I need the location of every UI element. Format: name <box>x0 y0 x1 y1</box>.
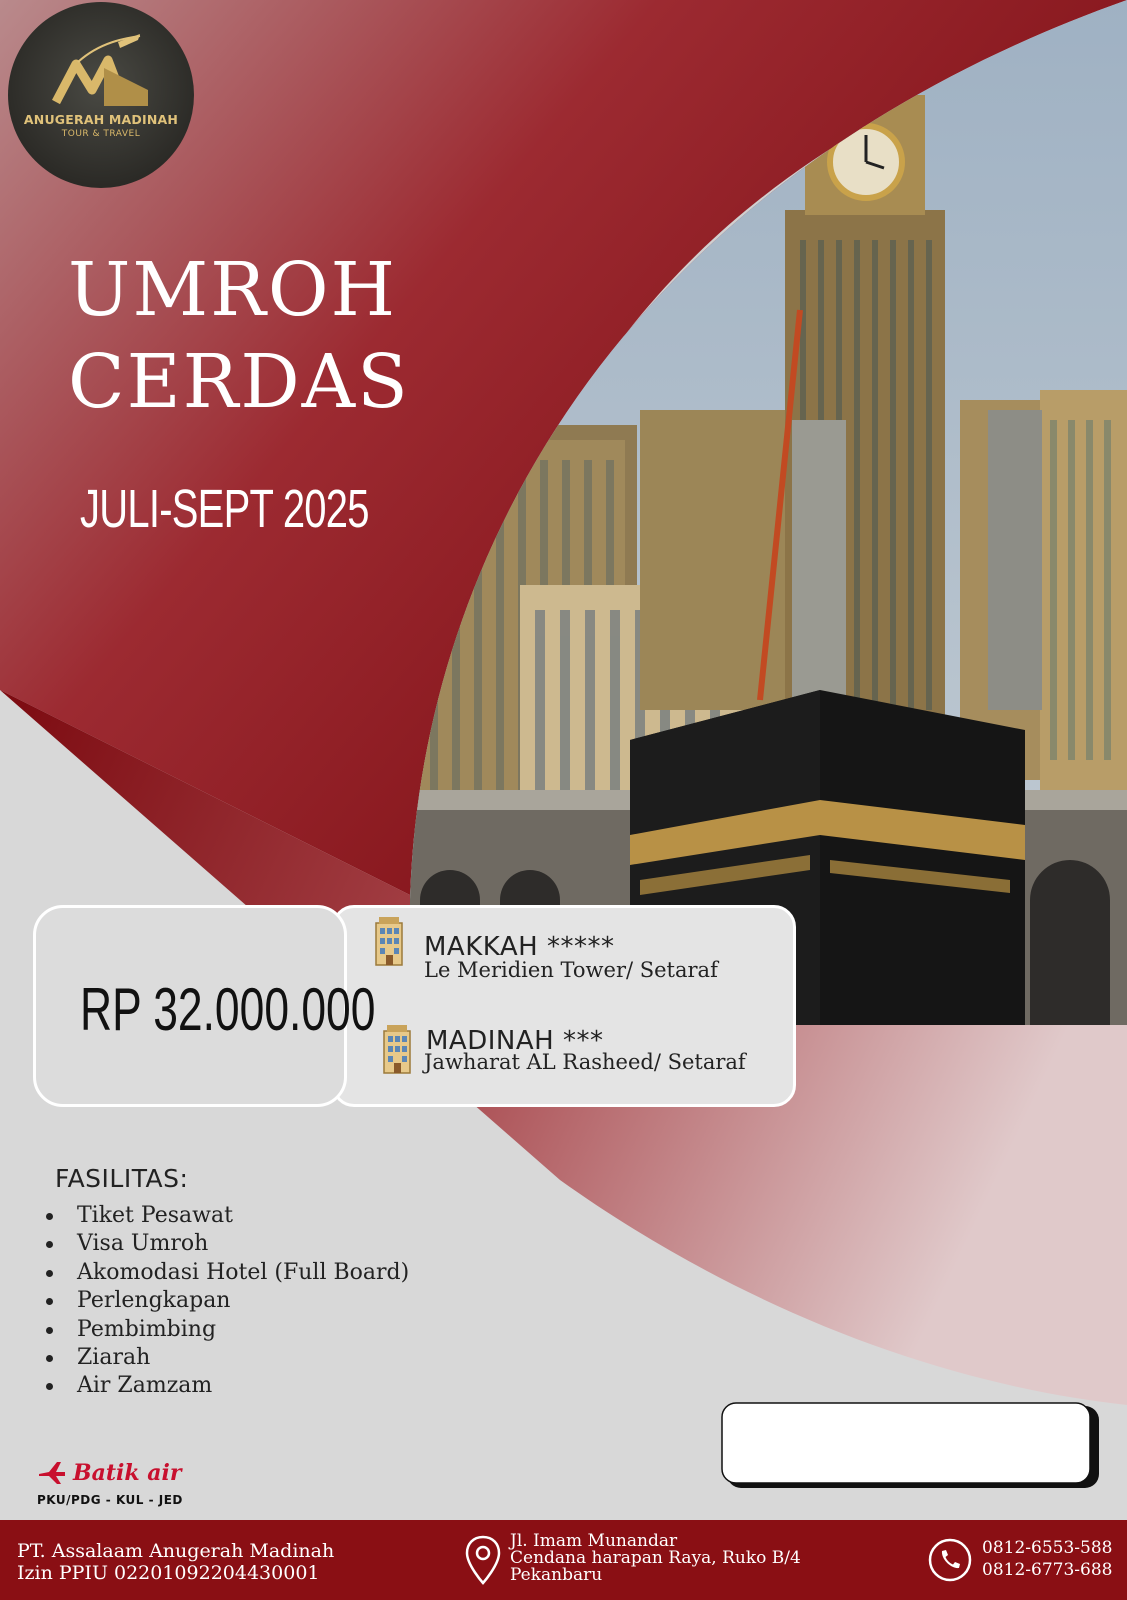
brand-logo <box>8 2 194 188</box>
address-line: Jl. Imam Munandar <box>510 1531 678 1551</box>
list-item: Ziarah <box>44 1344 409 1372</box>
list-item: Akomodasi Hotel (Full Board) <box>44 1259 409 1287</box>
footer-phones <box>982 1537 1112 1581</box>
plane-logo-icon <box>8 2 194 188</box>
footer-company <box>17 1540 334 1584</box>
phone-number[interactable]: 0812-6773-688 <box>982 1560 1113 1580</box>
airline-name: Batik air <box>73 1460 182 1486</box>
footer-address <box>510 1533 801 1584</box>
list-item: Perlengkapan <box>44 1287 409 1315</box>
blank-label-box <box>721 1402 1103 1490</box>
facilities-heading: FASILITAS: <box>55 1164 189 1193</box>
facilities-list <box>44 1202 409 1401</box>
hotel-name-madinah: Jawharat AL Rasheed/ Setaraf <box>424 1050 746 1074</box>
brand-tagline: TOUR & TRAVEL <box>61 129 141 139</box>
airline-plane-icon <box>37 1460 67 1486</box>
flight-route: PKU/PDG - KUL - JED <box>37 1493 183 1507</box>
package-price: RP 32.000.000 <box>80 976 376 1043</box>
brand-name: ANUGERAH MADINAH <box>23 112 179 127</box>
airline-logo <box>37 1460 182 1490</box>
location-pin-icon <box>464 1534 502 1586</box>
list-item: Visa Umroh <box>44 1230 409 1258</box>
travel-period: JULI-SEPT 2025 <box>80 479 369 539</box>
list-item: Air Zamzam <box>44 1372 409 1400</box>
list-item: Pembimbing <box>44 1316 409 1344</box>
page-title <box>68 244 410 428</box>
hotel-icon <box>380 1023 414 1075</box>
title-line-1: UMROH <box>68 247 398 333</box>
phone-number[interactable]: 0812-6553-588 <box>982 1538 1113 1558</box>
hotel-city-makkah: MAKKAH ***** <box>424 932 615 962</box>
hotel-icon <box>372 915 406 967</box>
list-item: Tiket Pesawat <box>44 1202 409 1230</box>
company-name: PT. Assalaam Anugerah Madinah <box>17 1540 335 1562</box>
hotel-city-madinah: MADINAH *** <box>426 1026 604 1056</box>
phone-icon <box>927 1537 973 1583</box>
company-license: Izin PPIU 02201092204430001 <box>17 1562 320 1584</box>
address-line: Cendana harapan Raya, Ruko B/4 <box>510 1548 801 1568</box>
title-line-2: CERDAS <box>68 339 410 425</box>
hotel-name-makkah: Le Meridien Tower/ Setaraf <box>424 958 718 982</box>
address-line: Pekanbaru <box>510 1565 603 1585</box>
